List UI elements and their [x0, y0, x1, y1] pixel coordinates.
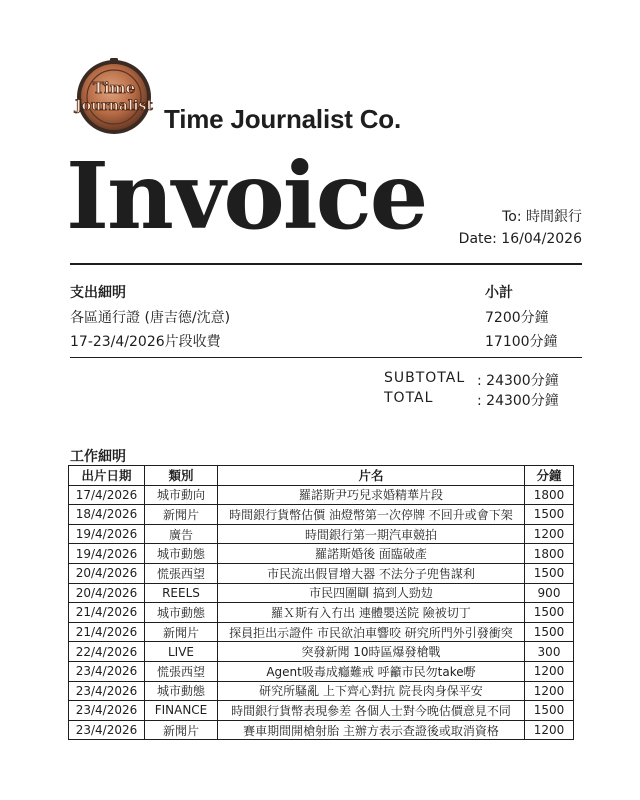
cell-title: 時間銀行貨幣表現參差 各個人士對今晚估價意見不同 — [218, 701, 525, 721]
table-row — [69, 720, 574, 740]
cell-date: 23/4/2026 — [69, 661, 145, 681]
cell-date: 19/4/2026 — [69, 524, 145, 544]
cell-minutes: 1500 — [525, 622, 574, 642]
cell-title: 市民流出假冒增大器 不法分子兜售謀利 — [218, 563, 525, 583]
logo-line-2: Journalist — [75, 98, 153, 114]
cell-category: LIVE — [145, 642, 218, 662]
cell-minutes: 1500 — [525, 701, 574, 721]
expense-row-2-detail: 17-23/4/2026片段收費 — [70, 334, 221, 350]
expense-row-1-detail: 各區通行證 (唐吉德/沈意) — [70, 310, 231, 326]
table-header-row — [69, 466, 574, 486]
cell-category: FINANCE — [145, 701, 218, 721]
table-row — [69, 583, 574, 603]
cell-date: 21/4/2026 — [69, 603, 145, 623]
cell-category: 廣告 — [145, 524, 218, 544]
cell-date: 19/4/2026 — [69, 544, 145, 564]
table-row — [69, 701, 574, 721]
col-category-header: 類別 — [145, 466, 218, 486]
cell-title: 羅諾斯尹巧兒求婚精華片段 — [218, 485, 525, 505]
subtotal-value: : 24300分鐘 — [477, 373, 559, 389]
table-row — [69, 642, 574, 662]
table-row — [69, 681, 574, 701]
expense-detail-header: 支出細明 — [70, 285, 126, 301]
table-row — [69, 505, 574, 525]
company-name: Time Journalist Co. — [164, 104, 401, 134]
cell-minutes: 1500 — [525, 603, 574, 623]
cell-date: 23/4/2026 — [69, 681, 145, 701]
cell-minutes: 1800 — [525, 544, 574, 564]
invoice-date: Date: 16/04/2026 — [458, 231, 582, 247]
cell-category: 新聞片 — [145, 720, 218, 740]
cell-category: 城市動態 — [145, 603, 218, 623]
cell-title: 羅諾斯婚後 面臨破產 — [218, 544, 525, 564]
cell-date: 23/4/2026 — [69, 701, 145, 721]
cell-title: 研究所騷亂 上下齊心對抗 院長肉身保平安 — [218, 681, 525, 701]
cell-minutes: 1200 — [525, 661, 574, 681]
cell-title: 時間銀行貨幣估價 油燈幣第一次停牌 不回升或會下架 — [218, 505, 525, 525]
table-row — [69, 622, 574, 642]
cell-minutes: 900 — [525, 583, 574, 603]
cell-category: 城市動向 — [145, 485, 218, 505]
cell-category: 城市動態 — [145, 681, 218, 701]
cell-minutes: 1200 — [525, 524, 574, 544]
table-row — [69, 563, 574, 583]
cell-title: Agent吸毒成癮難戒 呼籲市民勿take嘢 — [218, 661, 525, 681]
col-date-header: 出片日期 — [69, 466, 145, 486]
cell-category: 慌張西望 — [145, 563, 218, 583]
cell-minutes: 300 — [525, 642, 574, 662]
cell-category: REELS — [145, 583, 218, 603]
expense-subtotal-header: 小計 — [485, 285, 513, 301]
invoice-title: Invoice — [66, 142, 427, 250]
table-row — [69, 485, 574, 505]
cell-title: 探員拒出示證件 市民欲泊車響咬 研究所門外引發衝突 — [218, 622, 525, 642]
cell-title: 時間銀行第一期汽車競拍 — [218, 524, 525, 544]
cell-category: 慌張西望 — [145, 661, 218, 681]
work-detail-title: 工作細明 — [70, 449, 126, 465]
cell-date: 20/4/2026 — [69, 583, 145, 603]
cell-title: 突發新聞 10時區爆發槍戰 — [218, 642, 525, 662]
cell-minutes: 1200 — [525, 720, 574, 740]
cell-date: 18/4/2026 — [69, 505, 145, 525]
cell-date: 23/4/2026 — [69, 720, 145, 740]
cell-minutes: 1800 — [525, 485, 574, 505]
table-row — [69, 603, 574, 623]
total-value: : 24300分鐘 — [477, 393, 559, 409]
cell-category: 新聞片 — [145, 505, 218, 525]
table-row — [69, 661, 574, 681]
table-row — [69, 524, 574, 544]
cell-minutes: 1500 — [525, 505, 574, 525]
expense-row-2-amount: 17100分鐘 — [485, 334, 558, 350]
divider — [70, 357, 582, 358]
cell-date: 21/4/2026 — [69, 622, 145, 642]
cell-title: 市民四圍瞓 搞到人勁攰 — [218, 583, 525, 603]
col-minutes-header: 分鐘 — [525, 466, 574, 486]
cell-title: 賽車期間開槍射胎 主辦方表示查證後或取消資格 — [218, 720, 525, 740]
cell-title: 羅Ｘ斯有入冇出 連體嬰送院 險被切丁 — [218, 603, 525, 623]
col-title-header: 片名 — [218, 466, 525, 486]
table-row — [69, 544, 574, 564]
divider — [70, 263, 582, 265]
cell-minutes: 1500 — [525, 563, 574, 583]
cell-minutes: 1200 — [525, 681, 574, 701]
cell-date: 22/4/2026 — [69, 642, 145, 662]
cell-date: 17/4/2026 — [69, 485, 145, 505]
cell-category: 城市動態 — [145, 544, 218, 564]
company-logo — [70, 56, 158, 136]
subtotal-label: SUBTOTAL — [384, 370, 466, 386]
expense-row-1-amount: 7200分鐘 — [485, 310, 549, 326]
total-label: TOTAL — [384, 390, 434, 406]
cell-category: 新聞片 — [145, 622, 218, 642]
cell-date: 20/4/2026 — [69, 563, 145, 583]
work-table — [68, 465, 574, 740]
recipient: To: 時間銀行 — [502, 209, 582, 225]
logo-line-1: Time — [92, 79, 136, 97]
